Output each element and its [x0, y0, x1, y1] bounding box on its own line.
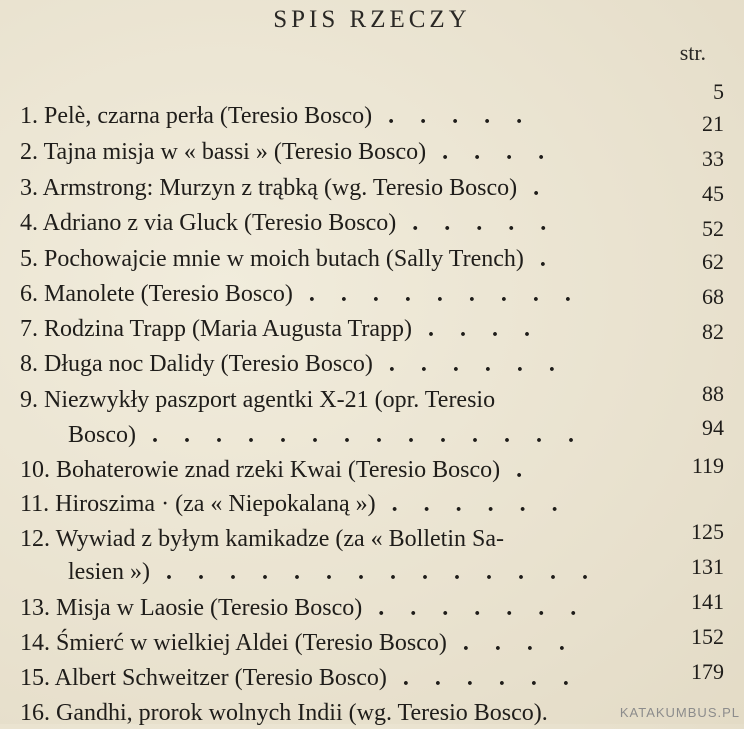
- leader-dots: . . . . . . .: [362, 595, 587, 621]
- page-number: 179: [691, 659, 724, 684]
- leader-dots: . . . . .: [372, 103, 533, 129]
- page-number: 68: [702, 284, 724, 309]
- leader-dots: . . . . . .: [386, 665, 579, 691]
- toc-entry: [20, 697, 710, 729]
- toc-entry: [20, 454, 710, 486]
- toc-entry: [20, 172, 710, 204]
- page-number: 119: [691, 453, 724, 478]
- leader-dots: . . . . . . . . . . . . . .: [149, 559, 598, 585]
- toc-entry: [20, 523, 710, 555]
- toc-entry: [20, 278, 710, 310]
- entry-title: 15. Albert Schweitzer (Teresio Bosco): [20, 665, 387, 691]
- toc-entry: [68, 556, 744, 588]
- toc-entry: [20, 348, 710, 380]
- leader-dots: . . . .: [412, 316, 540, 342]
- leader-dots: . . . . . . . . . . . . . .: [136, 422, 584, 448]
- toc-entry: [20, 662, 710, 694]
- entry-title: 10. Bohaterowie znad rzeki Kwai (Teresio Bosco): [20, 457, 501, 483]
- leader-dots: .: [517, 175, 550, 201]
- entry-title: 14. Śmierć w wielkiej Aldei (Teresio Bosco): [20, 630, 447, 656]
- leader-dots: . . . .: [446, 630, 575, 656]
- toc-entry: [20, 100, 710, 132]
- leader-dots: . . . . .: [396, 210, 557, 236]
- leader-dots: . . . . . .: [375, 491, 568, 517]
- toc-entry: [20, 313, 710, 345]
- toc-entry: [20, 207, 710, 239]
- entry-title: 6. Manolete (Teresio Bosco): [20, 281, 293, 307]
- toc-entry: [20, 243, 710, 275]
- watermark: KATAKUMBUS.PL: [619, 705, 740, 720]
- entry-title: 13. Misja w Laosie (Teresio Bosco): [20, 595, 363, 621]
- entry-title: 12. Wywiad z byłym kamikadze (za « Bolletin Sa-: [20, 526, 504, 552]
- toc-entry: [20, 488, 710, 520]
- entry-title: 9. Niezwykły paszport agentki X-21 (opr. Teresio: [20, 387, 496, 413]
- entry-title: 8. Długa noc Dalidy (Teresio Bosco): [20, 351, 373, 377]
- leader-dots: .: [500, 457, 533, 483]
- entry-title: 4. Adriano z via Gluck (Teresio Bosco): [20, 210, 397, 236]
- entry-title: 1. Pelè, czarna perła (Teresio Bosco): [20, 103, 373, 129]
- entry-title: 7. Rodzina Trapp (Maria Augusta Trapp): [20, 316, 412, 342]
- entry-title: Bosco): [68, 422, 136, 448]
- page-number: 125: [691, 519, 724, 544]
- entry-title: 16. Gandhi, prorok wolnych Indii (wg. Teresio Bosco).: [20, 700, 548, 726]
- toc-entry: [20, 136, 710, 168]
- page-number: 88: [702, 381, 724, 406]
- leader-dots: .: [523, 246, 556, 272]
- page-number: 21: [702, 111, 724, 136]
- page-number: 62: [702, 249, 724, 274]
- page-number: 152: [691, 624, 724, 649]
- page-number: 5: [713, 79, 724, 104]
- page-number: 82: [702, 319, 724, 344]
- toc-entry: [20, 592, 710, 624]
- pages-column-label: str.: [679, 40, 706, 65]
- toc-entry: [20, 384, 710, 416]
- page-number: 94: [702, 415, 724, 440]
- toc-entry: [20, 627, 710, 659]
- toc-entry: [68, 419, 744, 451]
- page-title: SPIS RZECZY: [273, 6, 471, 33]
- entry-title: lesien »): [68, 559, 150, 585]
- leader-dots: . . . .: [426, 139, 555, 165]
- entry-title: 3. Armstrong: Murzyn z trąbką (wg. Teresio Bosco): [20, 175, 518, 201]
- entry-title: 2. Tajna misja w « bassi » (Teresio Bosco): [20, 139, 427, 165]
- entry-title: 5. Pochowajcie mnie w moich butach (Sally Trench): [20, 246, 524, 272]
- page-number: 141: [691, 589, 724, 614]
- entry-title: 11. Hiroszima · (za « Niepokalaną »): [20, 491, 376, 517]
- page-number: 131: [691, 554, 724, 579]
- page-number: 45: [702, 181, 724, 206]
- leader-dots: . . . . . .: [372, 351, 565, 377]
- page-number: 52: [702, 216, 724, 241]
- leader-dots: . . . . . . . . .: [292, 281, 581, 307]
- page-number: 33: [702, 146, 724, 171]
